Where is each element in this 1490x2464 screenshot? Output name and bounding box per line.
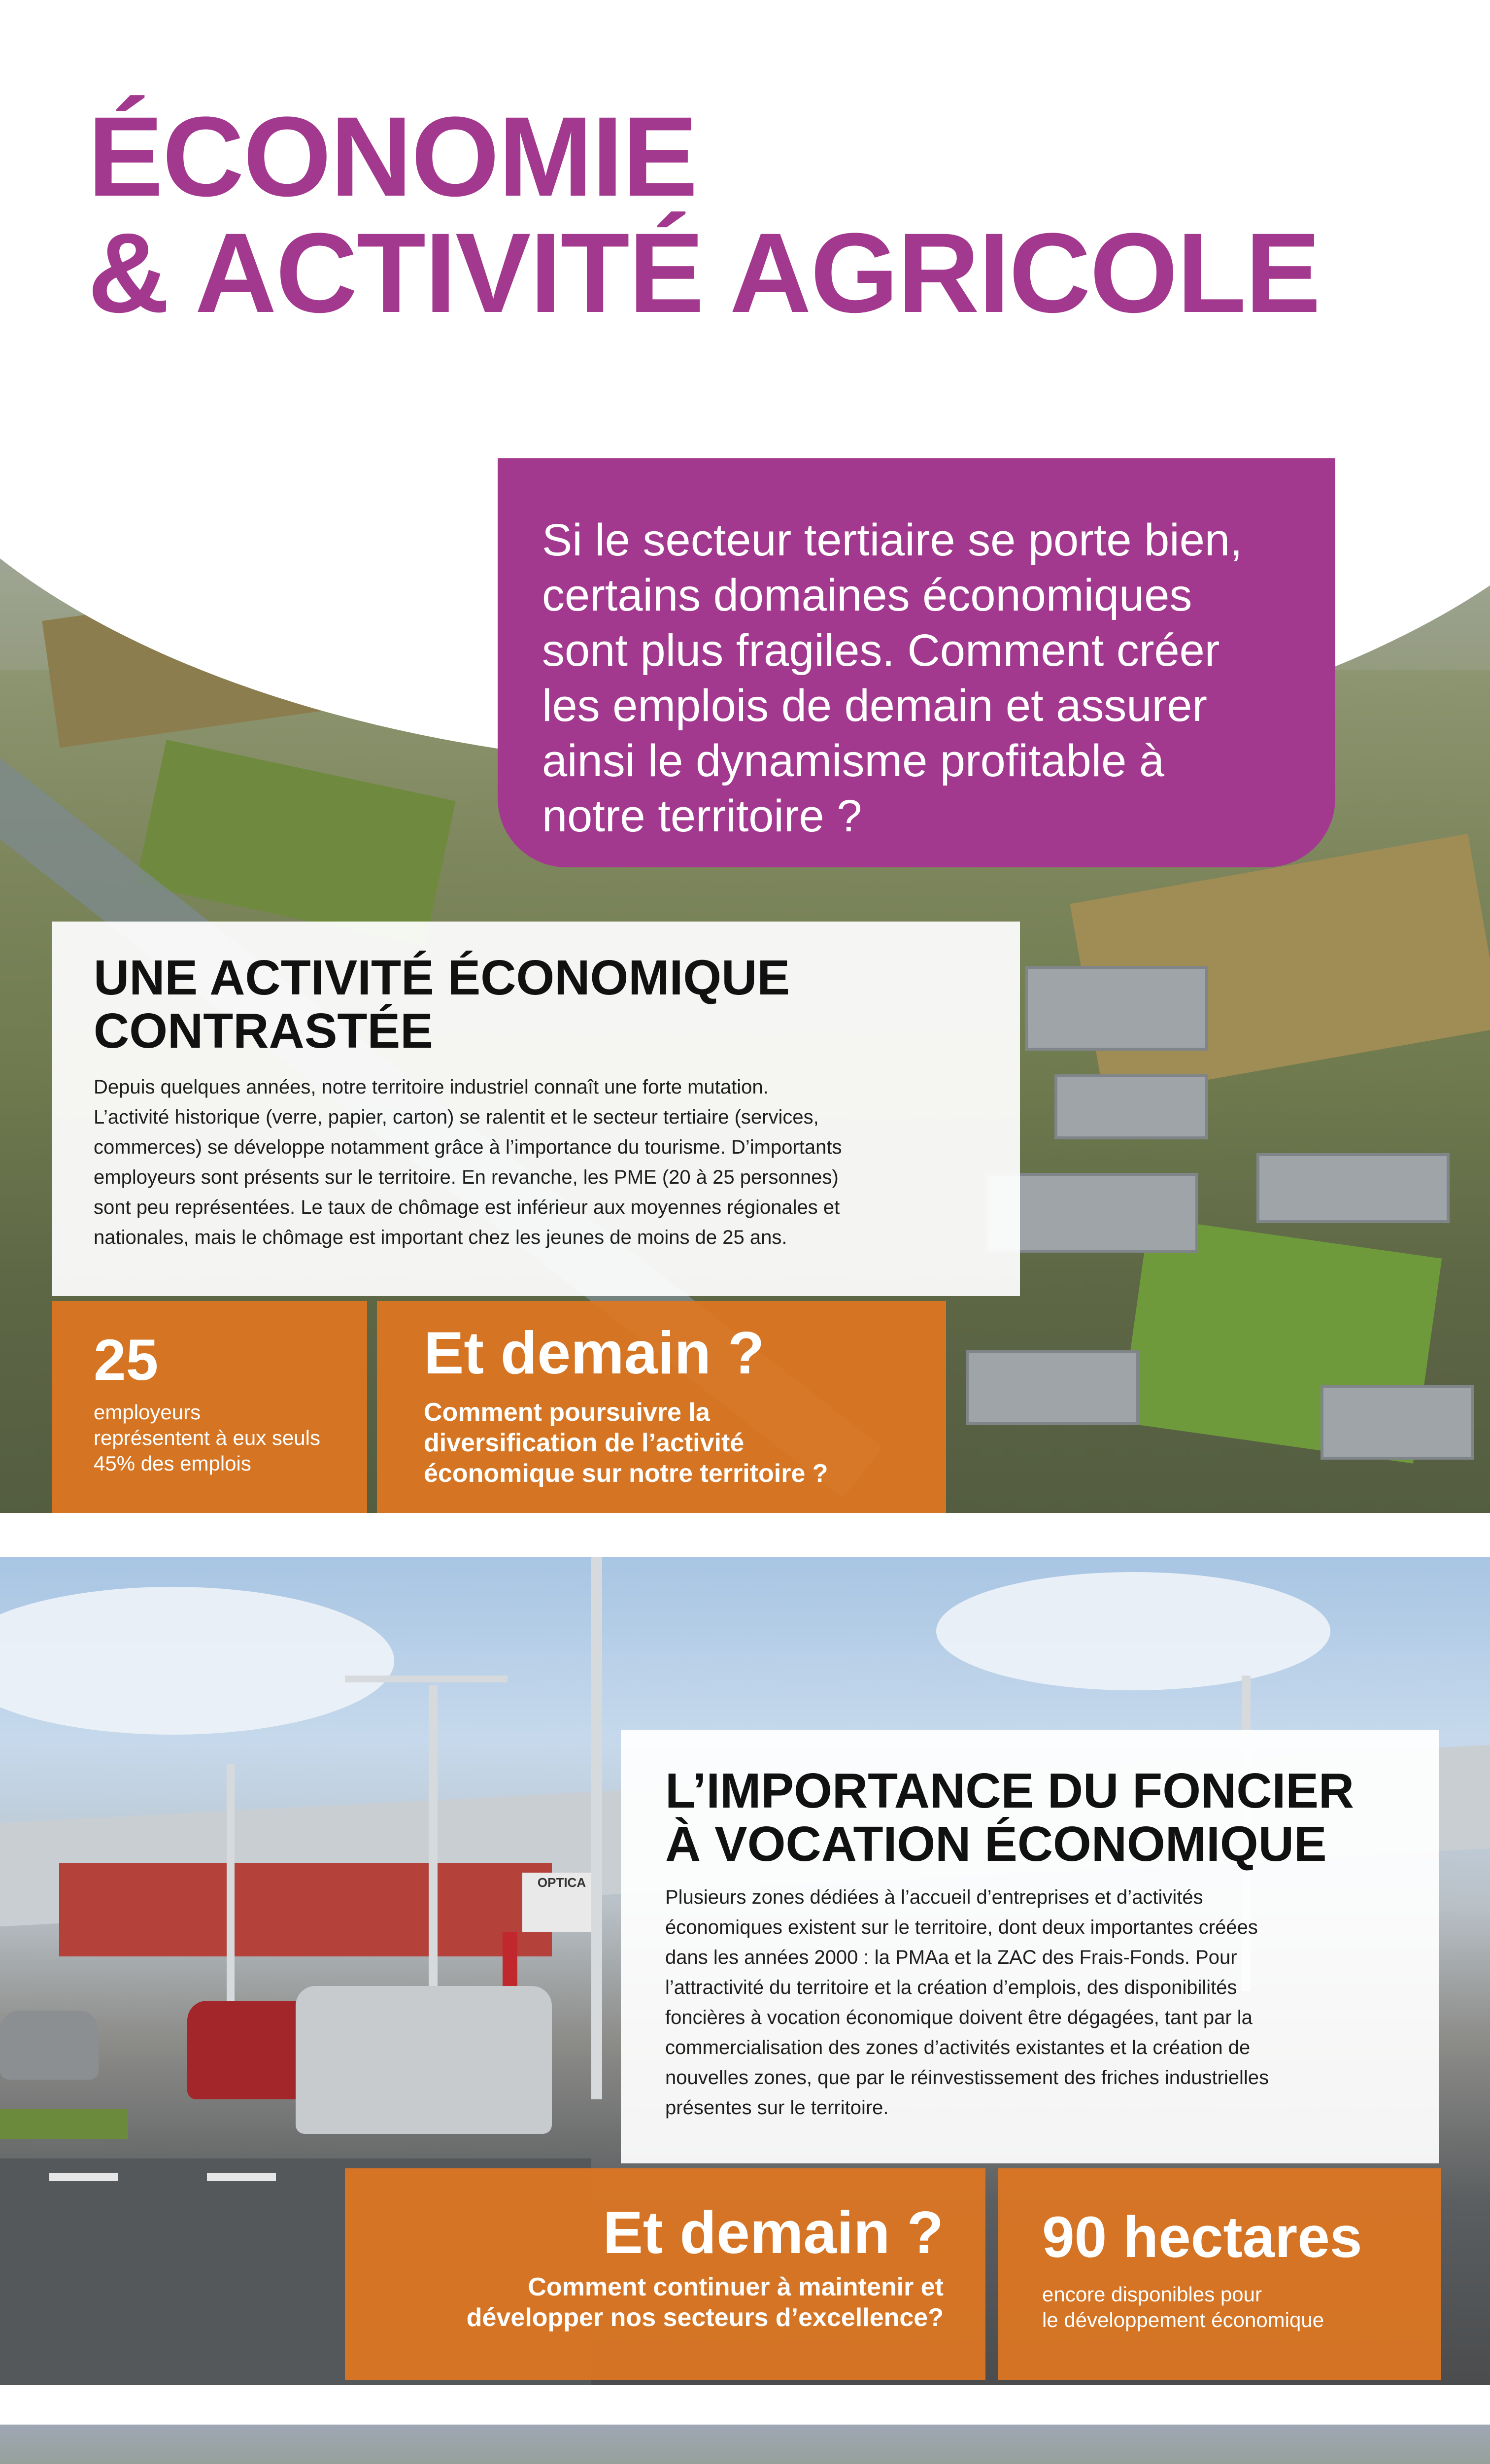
body-line: employeurs sont présents sur le territoire. En revanche, les PME (20 à 25 personnes): [94, 1166, 839, 1188]
body-line: commerces) se développe notamment grâce à l’importance du tourisme. D’importants: [94, 1136, 842, 1158]
heading-line: CONTRASTÉE: [94, 1003, 433, 1059]
section2-body: [665, 1882, 1439, 2123]
caption-line: représentent à eux seuls: [94, 1426, 320, 1449]
caption-line: 45% des emplois: [94, 1452, 251, 1475]
question-line: Comment poursuivre la: [424, 1398, 710, 1427]
caption-line: encore disponibles pour: [1042, 2283, 1262, 2306]
section2-heading: [665, 1764, 1439, 1871]
caption-line: le développement économique: [1042, 2308, 1324, 2331]
caption-line: employeurs: [94, 1401, 201, 1424]
body-line: Plusieurs zones dédiées à l’accueil d’entreprises et d’activités: [665, 1886, 1203, 1908]
question-line: diversification de l’activité: [424, 1429, 745, 1457]
intro-line: sont plus fragiles. Comment créer: [542, 625, 1220, 676]
intro-line: ainsi le dynamisme profitable à: [542, 736, 1165, 786]
demain-title: Et demain ?: [603, 2199, 944, 2266]
stat-caption: [1042, 2282, 1441, 2333]
body-line: économiques existent sur le territoire, dont deux importantes créées: [665, 1916, 1258, 1938]
heading-line: UNE ACTIVITÉ ÉCONOMIQUE: [94, 950, 790, 1005]
stat-value: 90 hectares: [1042, 2205, 1362, 2270]
question-line: Comment continuer à maintenir et: [528, 2273, 944, 2301]
body-line: nationales, mais le chômage est important chez les jeunes de moins de 25 ans.: [94, 1227, 787, 1248]
demain-title: Et demain ?: [424, 1319, 765, 1386]
body-line: présentes sur le territoire.: [665, 2097, 889, 2119]
store-facade: [59, 1863, 552, 1956]
section1-body: [94, 1072, 1020, 1253]
section1-stat-box: [52, 1301, 367, 1513]
stat-value: 25: [94, 1328, 159, 1393]
section2-stat-box: [998, 2168, 1441, 2380]
section1-text-box: [52, 922, 1020, 1296]
store-sign: OPTICA: [522, 1873, 601, 1932]
title-line-1: ÉCONOMIE: [88, 93, 697, 220]
intro-line: notre territoire ?: [542, 791, 862, 841]
intro-bubble: [498, 458, 1335, 867]
crop-field-photo: [0, 2425, 1490, 2464]
intro-line: certains domaines économiques: [542, 570, 1192, 620]
intro-line: les emplois de demain et assurer: [542, 681, 1207, 731]
body-line: L’activité historique (verre, papier, carton) se ralentit et le secteur tertiaire (services,: [94, 1106, 819, 1128]
intro-line: Si le secteur tertiaire se porte bien,: [542, 515, 1243, 565]
body-line: foncières à vocation économique doivent être dégagées, tant par la: [665, 2007, 1253, 2028]
section1-heading: [94, 951, 1020, 1058]
body-line: commercialisation des zones d’activités existantes et la création de: [665, 2037, 1251, 2058]
heading-line: À VOCATION ÉCONOMIQUE: [665, 1816, 1327, 1872]
body-line: sont peu représentées. Le taux de chômage est inférieur aux moyennes régionales et: [94, 1197, 840, 1218]
page-title: [88, 93, 1320, 336]
body-line: l’attractivité du territoire et la création d’emplois, des disponibilités: [665, 1977, 1237, 1998]
section2-text-box: [621, 1730, 1439, 2163]
demain-question: [345, 2272, 944, 2333]
body-line: dans les années 2000 : la PMAa et la ZAC des Frais-Fonds. Pour: [665, 1947, 1237, 1968]
stat-caption: [94, 1400, 367, 1476]
section2-demain-box: [345, 2168, 985, 2380]
body-line: nouvelles zones, que par le réinvestissement des friches industrielles: [665, 2067, 1269, 2088]
demain-question: [424, 1397, 946, 1489]
heading-line: L’IMPORTANCE DU FONCIER: [665, 1763, 1355, 1818]
body-line: Depuis quelques années, notre territoire industriel connaît une forte mutation.: [94, 1076, 769, 1098]
title-line-2: & ACTIVITÉ AGRICOLE: [88, 209, 1320, 336]
section1-demain-box: [377, 1301, 946, 1513]
question-line: développer nos secteurs d’excellence?: [466, 2303, 944, 2332]
question-line: économique sur notre territoire ?: [424, 1459, 828, 1488]
